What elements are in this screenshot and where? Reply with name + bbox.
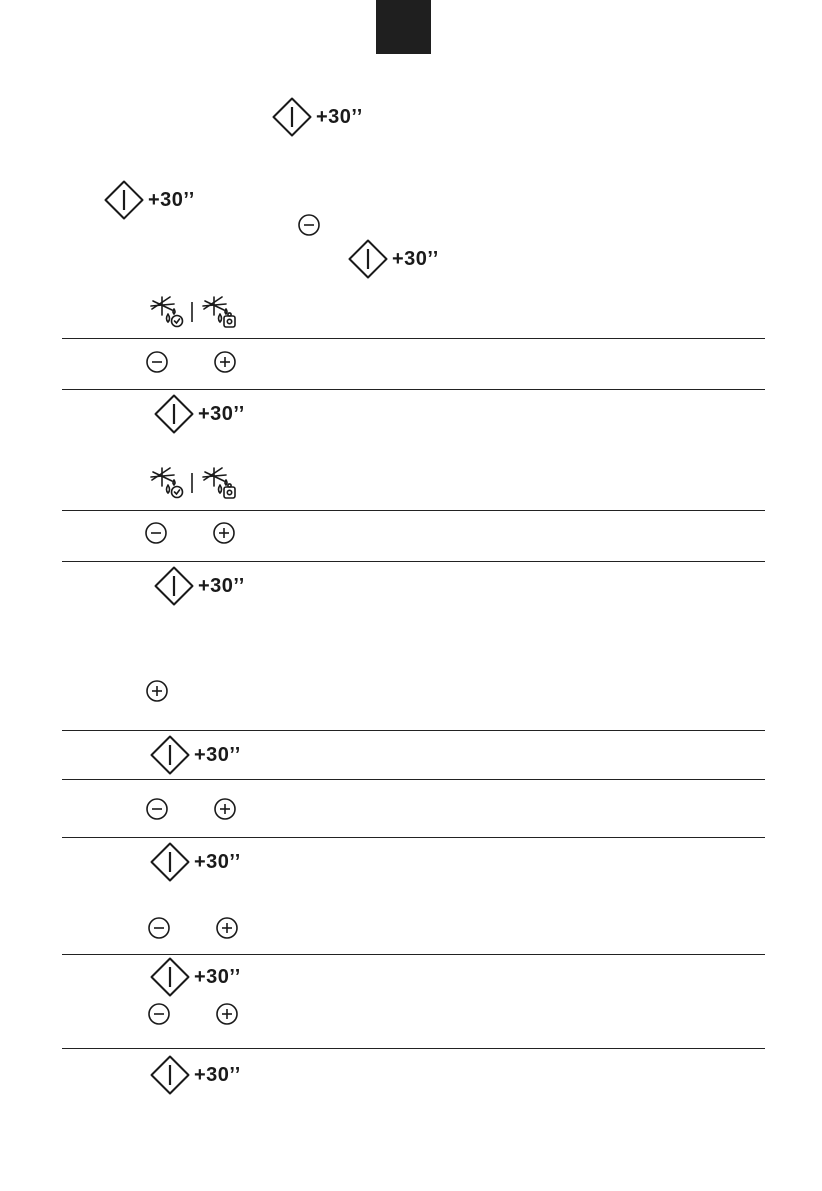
start-button[interactable] — [270, 95, 363, 139]
minus-button[interactable] — [145, 797, 169, 821]
plus-icon — [213, 350, 237, 374]
defrost-by-time-and-weight-icon — [148, 467, 268, 501]
minus-icon — [144, 521, 168, 545]
divider — [62, 561, 765, 562]
start-button-label: +30’’ — [198, 574, 245, 597]
start-button-label: +30’’ — [316, 105, 363, 128]
minus-button[interactable] — [147, 916, 171, 940]
start-button-label: +30’’ — [194, 965, 241, 988]
divider — [62, 510, 765, 511]
plus-icon — [215, 916, 239, 940]
start-icon — [148, 1053, 192, 1097]
start-button-label: +30’’ — [194, 850, 241, 873]
start-icon — [148, 733, 192, 777]
minus-icon — [145, 350, 169, 374]
minus-button[interactable] — [145, 350, 169, 374]
minus-icon — [147, 916, 171, 940]
divider — [62, 730, 765, 731]
start-icon — [270, 95, 314, 139]
start-button[interactable] — [152, 564, 245, 608]
divider — [62, 338, 765, 339]
start-button[interactable] — [148, 955, 241, 999]
plus-icon — [145, 679, 169, 703]
plus-button[interactable] — [213, 350, 237, 374]
minus-icon — [297, 213, 321, 237]
plus-button[interactable] — [212, 521, 236, 545]
plus-button[interactable] — [215, 1002, 239, 1026]
minus-icon — [145, 797, 169, 821]
start-button-label: +30’’ — [198, 402, 245, 425]
minus-icon — [147, 1002, 171, 1026]
plus-button[interactable] — [145, 679, 169, 703]
start-button[interactable] — [102, 178, 195, 222]
start-icon — [152, 564, 196, 608]
defrost-mode-buttons[interactable] — [148, 296, 268, 330]
start-button[interactable] — [148, 733, 241, 777]
defrost-mode-buttons[interactable] — [148, 467, 268, 501]
divider — [62, 779, 765, 780]
start-button-label: +30’’ — [194, 1063, 241, 1086]
minus-button[interactable] — [144, 521, 168, 545]
divider — [62, 1048, 765, 1049]
start-icon — [148, 955, 192, 999]
plus-icon — [213, 797, 237, 821]
start-icon — [102, 178, 146, 222]
start-button-label: +30’’ — [392, 247, 439, 270]
divider — [62, 837, 765, 838]
start-button[interactable] — [148, 840, 241, 884]
minus-button[interactable] — [297, 213, 321, 237]
start-icon — [148, 840, 192, 884]
start-button[interactable] — [152, 392, 245, 436]
minus-button[interactable] — [147, 1002, 171, 1026]
plus-button[interactable] — [213, 797, 237, 821]
start-button-label: +30’’ — [194, 743, 241, 766]
plus-button[interactable] — [215, 916, 239, 940]
chapter-tab-marker — [376, 0, 431, 54]
start-icon — [152, 392, 196, 436]
plus-icon — [212, 521, 236, 545]
start-button-label: +30’’ — [148, 188, 195, 211]
plus-icon — [215, 1002, 239, 1026]
start-icon — [346, 237, 390, 281]
defrost-by-time-and-weight-icon — [148, 296, 268, 330]
start-button[interactable] — [346, 237, 439, 281]
divider — [62, 389, 765, 390]
start-button[interactable] — [148, 1053, 241, 1097]
